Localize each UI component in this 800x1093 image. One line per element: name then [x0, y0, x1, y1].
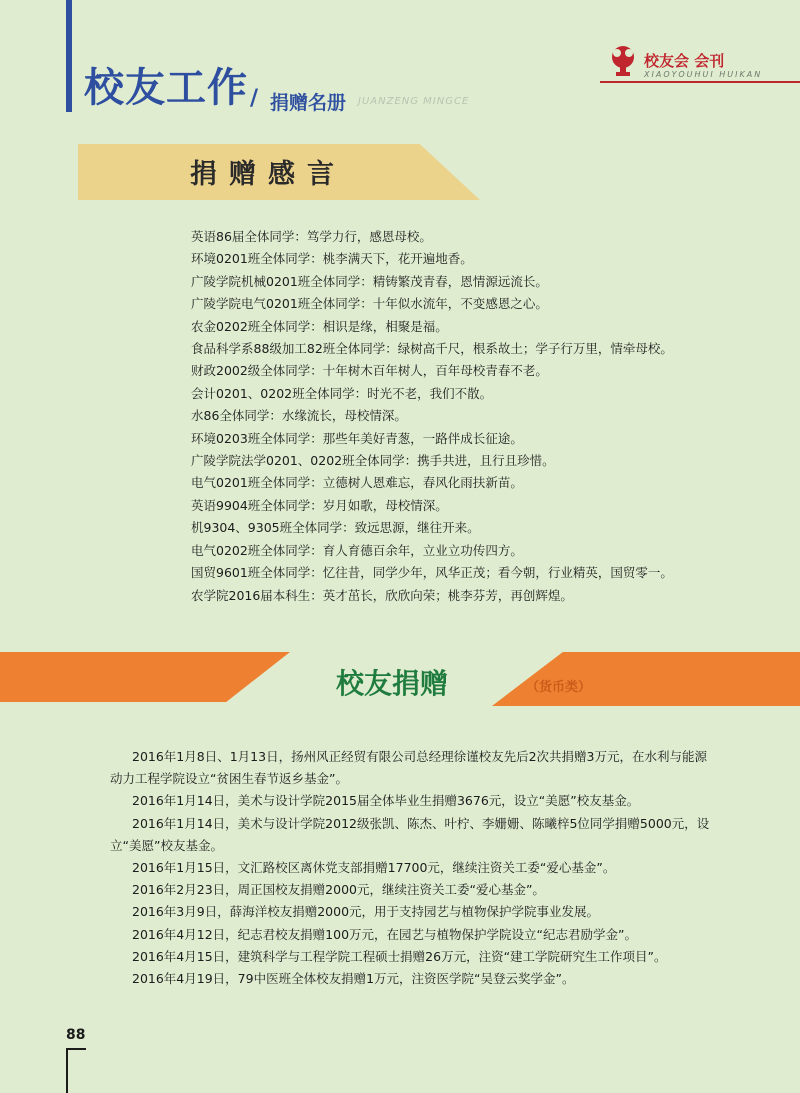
donation-message: 电气0202班全体同学：育人育德百余年，立业立功传四方。 [191, 542, 523, 558]
donation-message: 广陵学院法学0201、0202班全体同学：携手共进，且行且珍惜。 [191, 453, 555, 469]
donation-messages-list [191, 226, 673, 607]
header-rule [600, 81, 800, 83]
donation-message: 食品科学系88级加工82班全体同学：绿树高千尺，根系故土；学子行万里，情牵母校。 [191, 341, 673, 357]
donation-record: 2016年3月9日，薛海洋校友捐赠2000元，用于支持园艺与植物保护学院事业发展。 [132, 904, 600, 920]
donation-message: 英语86届全体同学：笃学力行，感恩母校。 [191, 229, 432, 244]
donation-message: 农学院2016届本科生：英才茁长，欣欣向荣；桃李芬芳，再创辉煌。 [191, 587, 573, 603]
donation-message: 水86全体同学：水缘流长，母校情深。 [191, 408, 407, 424]
section2-banner-left [0, 652, 290, 702]
donation-message: 英语9904班全体同学：岁月如歌，母校情深。 [191, 497, 448, 513]
donation-message: 会计0201、0202班全体同学：时光不老，我们不散。 [191, 385, 493, 401]
donation-message: 环境0201班全体同学：桃李满天下，花开遍地香。 [191, 251, 473, 267]
donation-message: 国贸9601班全体同学：忆往昔，同学少年，风华正茂；看今朝，行业精英，国贸零一。 [191, 565, 673, 581]
donation-message: 财政2002级全体同学：十年树木百年树人，百年母校青春不老。 [191, 363, 548, 379]
donation-message: 农金0202班全体同学：相识是缘，相聚是福。 [191, 318, 448, 334]
journal-name-pinyin: XIAOYOUHUI HUIKAN [644, 70, 763, 79]
section2-category-tag: （货币类） [526, 680, 592, 695]
donation-record: 2016年1月14日，美术与设计学院2012级张凯、陈杰、叶柠、李姗姗、陈曦梓5位同学捐赠5000元，设立“美愿”校友基金。 [110, 815, 710, 853]
donation-message: 环境0203班全体同学：那些年美好青葱，一路伴成长征途。 [191, 430, 523, 446]
donation-record: 2016年1月15日，文汇路校区离休党支部捐赠17700元，继续注资关工委“爱心基金”。 [132, 860, 616, 876]
header-accent-bar [66, 0, 72, 112]
alumni-association-logo-icon [608, 44, 638, 78]
donation-record: 2016年1月14日，美术与设计学院2015届全体毕业生捐赠3676元，设立“美愿”校友基金。 [132, 793, 640, 809]
donation-record: 2016年4月15日，建筑科学与工程学院工程硕士捐赠26万元，注资“建工学院研究生工作项目”。 [132, 948, 667, 964]
page-section-title: 校友工作 [84, 65, 248, 111]
section1-title: 捐赠感言 [190, 159, 346, 190]
header-separator: / [250, 86, 259, 111]
donation-record: 2016年2月23日，周正国校友捐赠2000元，继续注资关工委“爱心基金”。 [132, 882, 545, 898]
donation-record: 2016年4月12日，纪志君校友捐赠100万元，在园艺与植物保护学院设立“纪志君励学金”。 [132, 926, 637, 942]
page-subsection-pinyin: JUANZENG MINGCE [358, 96, 470, 107]
donation-records-list [110, 746, 710, 990]
page-subsection-title: 捐赠名册 [270, 92, 347, 114]
donation-record: 2016年4月19日，79中医班全体校友捐赠1万元，注资医学院“吴登云奖学金”。 [132, 971, 575, 987]
donation-message: 广陵学院机械0201班全体同学：精铸繁茂青春，恩情源远流长。 [191, 273, 548, 289]
donation-message: 机9304、9305班全体同学：致远思源，继往开来。 [191, 520, 480, 536]
donation-message: 电气0201班全体同学：立德树人恩难忘，春风化雨扶新苗。 [191, 475, 523, 491]
section2-title: 校友捐赠 [336, 667, 449, 700]
journal-name: 校友会 会刊 [644, 52, 725, 70]
donation-message: 广陵学院电气0201班全体同学：十年似水流年，不变感恩之心。 [191, 296, 548, 312]
footer-rule-horizontal [66, 1048, 86, 1050]
page-number: 88 [66, 1027, 86, 1043]
donation-record: 2016年1月8日、1月13日，扬州风正经贸有限公司总经理徐谨校友先后2次共捐赠3万元，在水利与能源动力工程学院设立“贫困生春节返乡基金”。 [110, 749, 707, 787]
footer-rule-vertical [66, 1048, 68, 1093]
